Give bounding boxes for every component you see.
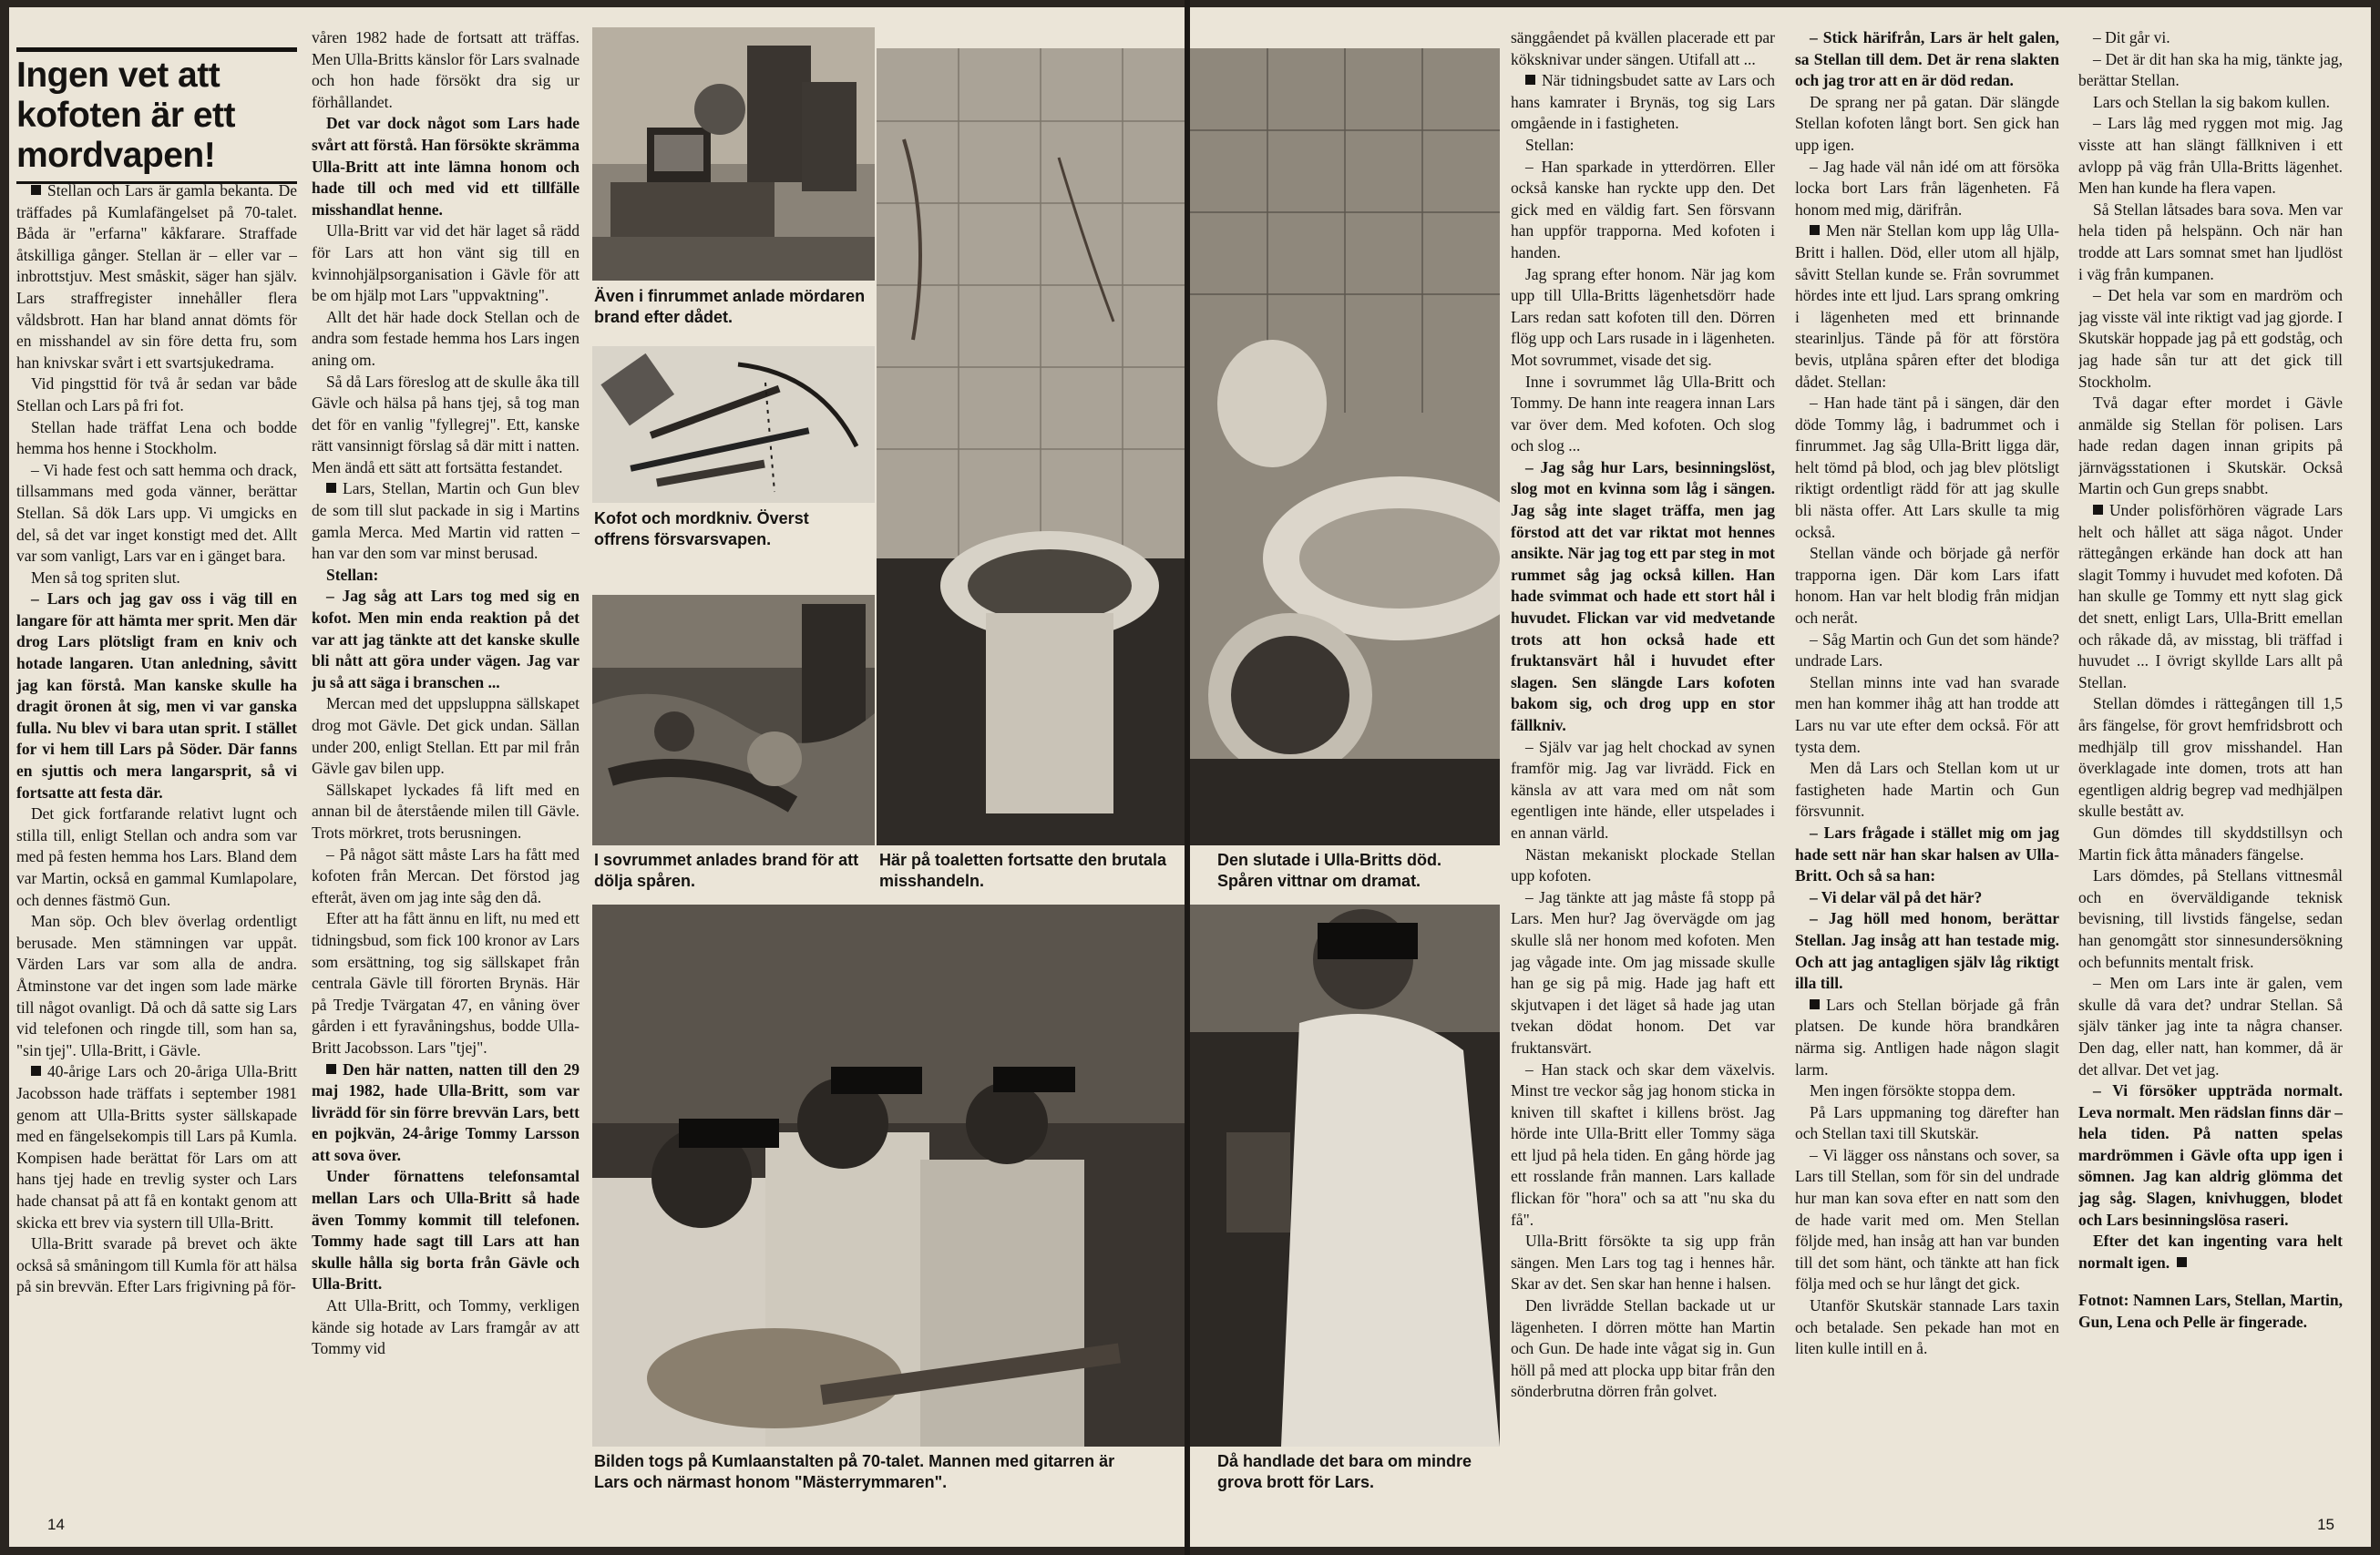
article-paragraph [1795, 672, 2059, 758]
bullet-square-icon [326, 483, 336, 493]
paragraph-text: Men då Lars och Stellan kom ut ur fastigheten hade Martin och Gun försvunnit. [1795, 759, 2059, 821]
article-paragraph [16, 803, 297, 911]
article-paragraph [16, 911, 297, 1061]
article-paragraph [1511, 372, 1775, 457]
article-paragraph [1511, 844, 1775, 887]
article-paragraph [16, 588, 297, 803]
paragraph-text: – Lars och jag gav oss i väg till en langare för att hämta mer sprit. Men där drog Lars plötsligt fram en kniv och hotade langaren. Utan anledning, såvitt jag kan förstå. Man kanske skulle ha dragit öronen åt sig, men vi var ganska fulla. Nu blev vi bara utan sprit. I stället for vi hem till Lars på Söder. Där fanns en sjuttis och mera langarsprit, så vi fortsatte att festa där. [16, 589, 297, 802]
paragraph-text: Stellan hade träffat Lena och bodde hemma hos henne i Stockholm. [16, 417, 297, 458]
paragraph-text: Efter att ha fått ännu en lift, nu med ett tidningsbud, som fick 100 kronor av Lars som ersättning, tog sig sällskapet från centrala Gävle till förorten Brynäs. Här på Tredje Tvärgatan 47, en våning över gården i ett fyravåningshus, bodde Ulla-Britt Jacobsson. Lars "tjej". [312, 909, 580, 1057]
article-paragraph [1795, 220, 2059, 393]
article-paragraph [312, 908, 580, 1059]
article-paragraph [1511, 27, 1775, 70]
article-paragraph [2078, 92, 2343, 114]
article-paragraph [1511, 1295, 1775, 1403]
photo-bedroom [592, 595, 875, 845]
bullet-square-icon [2093, 505, 2103, 515]
paragraph-text: Nästan mekaniskt plockade Stellan upp kofoten. [1511, 844, 1775, 885]
paragraph-text: – På något sätt måste Lars ha fått med kofoten från Mercan. Det förstod jag efteråt, även om jag inte såg den då. [312, 844, 580, 906]
article-paragraph [1795, 823, 2059, 887]
article-paragraph [312, 220, 580, 306]
article-paragraph [1511, 457, 1775, 737]
paragraph-text: Så då Lars föreslog att de skulle åka till Gävle och hälsa på hans tjej, så tog man det för en vanlig "fyllegrej". Ett, kanske rätt vansinnigt förslag så där mitt i natten. Men ändå ett sätt att fortsätta festandet. [312, 372, 580, 476]
paragraph-text: – Lars låg med ryggen mot mig. Jag visste att han slängt fällkniven i ett avlopp på väg från Ulla-Britts lägenhet. Men han kunde ha flera vapen. [2078, 114, 2343, 198]
paragraph-text: Men ingen försökte stoppa dem. [1810, 1081, 2016, 1100]
caption-group: Bilden togs på Kumlaanstalten på 70-talet. Mannen med gitarren är Lars och närmast honom "Mästerrymmaren". [594, 1452, 1115, 1491]
article-paragraph [16, 180, 297, 373]
paragraph-text: – Jag såg att Lars tog med sig en kofot. Men min enda reaktion på det var att jag tänkte att det kanske skulle bli nått att göra under vägen. Jag var ju så att säga i branschen ... [312, 587, 580, 691]
paragraph-text: Mercan med det uppsluppna sällskapet drog mot Gävle. Det gick undan. Sällan under 200, enligt Stellan. Ett par mil från Gävle gav bilen upp. [312, 694, 580, 778]
article-paragraph [312, 780, 580, 844]
article-paragraph [1795, 1080, 2059, 1102]
paragraph-text: Lars och Stellan la sig bakom kullen. [2093, 92, 2331, 111]
paragraph-text: Under polisförhören vägrade Lars helt och hållet att säga något. Under rättegången erkände han dock att han slagit Tommy i huvudet med kofoten. Då han skulle ge Tommy ett nytt slag gick det snett, enligt Lars, Ulla-Britt emellan och råkade då, av misstag, bli träffad i huvudet ... I övrigt skyllde Lars allt på Stellan. [2078, 501, 2343, 691]
paragraph-text: – Han stack och skar dem växelvis. Minst tre veckor såg jag honom sticka in kniven till skaftet i killens bröst. Jag hörde inte Ulla-Britt eller Tommy säga ett ljud på hela tiden. En gång hörde jag ett rosslande från mannen. Lars kallade flickan för "hora" och sa att "nu ska du få". [1511, 1059, 1775, 1229]
paragraph-text: – Men om Lars inte är galen, vem skulle då vara det? undrar Stellan. Så själv tänker jag inte ta några chanser. Den dag, eller natt, han kommer, då är det allvar. Det vet jag. [2078, 974, 2343, 1079]
paragraph-text: Stellan vände och började gå nerför trapporna igen. Där kom Lars ifatt honom. Han var helt blodig från midjan och neråt. [1795, 544, 2059, 628]
article-paragraph [16, 373, 297, 416]
caption-bathroom: Den slutade i Ulla-Britts död. Spåren vittnar om dramat. [1217, 851, 1442, 890]
article-paragraph [1795, 887, 2059, 909]
paragraph-text: Det var dock något som Lars hade svårt att förstå. Han försökte skrämma Ulla-Britt att inte lämna honom och hade till och med vid ett tillfälle misshandlat henne. [312, 114, 580, 219]
paragraph-text: Stellan dömdes i rättegången till 1,5 års fängelse, för grovt hemfridsbrott och medhjälp till grov misshandel. Han överklagade inte domen, trots att han egentligen aldrig begrep vad medhjälpen skulle bestått av. [2078, 694, 2343, 821]
paragraph-text: sänggåendet på kvällen placerade ett par köksknivar under sängen. Utifall att ... [1511, 28, 1775, 68]
article-paragraph [1795, 393, 2059, 543]
paragraph-text: Stellan minns inte vad han svarade men han kommer ihåg att han trodde att Lars nu var ute efter dem också. För att tysta dem. [1795, 672, 2059, 756]
article-paragraph [2078, 865, 2343, 973]
paragraph-text: Det gick fortfarande relativt lugnt och stilla till, enligt Stellan och andra som var med på festen hemma hos Lars. Bland dem var Martin, också en gammal Kumlapolare, och dennes fästmö Gun. [16, 804, 297, 909]
bullet-square-icon [31, 185, 41, 195]
article-paragraph [1511, 1231, 1775, 1295]
paragraph-text: – Jag tänkte att jag måste få stopp på Lars. Men hur? Jag övervägde om jag skulle slå ner honom med kofoten. Men jag vågade inte. Om jag missade skulle han ge sig på mig. Hade jag haft ett skjutvapen i det läget så hade jag utan tvekan dödat honom. Det var fruktansvärt. [1511, 887, 1775, 1057]
bullet-square-icon [326, 1064, 336, 1074]
article-paragraph [1795, 1295, 2059, 1360]
paragraph-text: Vid pingsttid för två år sedan var både Stellan och Lars på fri fot. [16, 374, 297, 414]
article-paragraph [2078, 693, 2343, 823]
paragraph-text: – Vi försöker uppträda normalt. Leva normalt. Men rädslan finns där – hela tiden. På natten spelas mardrömmen i Gävle ofta upp igen i sömnen. Jag kan aldrig glömma det jag såg. Slagen, knivhuggen, blodet och Lars besinningslösa raseri. [2078, 1081, 2343, 1229]
article-paragraph [2078, 199, 2343, 285]
paragraph-text: Att Ulla-Britt, och Tommy, verkligen kände sig hotade av Lars framgår av att Tommy vid [312, 1296, 580, 1358]
weapons-image [592, 346, 875, 503]
censor-bar [1318, 923, 1418, 959]
paragraph-text: Gun dömdes till skyddstillsyn och Martin fick åtta månaders fängelse. [2078, 823, 2343, 864]
right-page [1190, 7, 2371, 1547]
article-paragraph [1795, 1102, 2059, 1145]
caption-bedroom: I sovrummet anlades brand för att dölja spåren. [594, 851, 859, 890]
paragraph-text: Inne i sovrummet låg Ulla-Britt och Tommy. De hann inte reagera innan Lars var över dem. Med kofoten. Och slog och slog ... [1511, 372, 1775, 455]
group-image [592, 905, 1185, 1447]
column-1 [16, 180, 297, 1515]
article-paragraph [2078, 1231, 2343, 1274]
article-paragraph [1511, 737, 1775, 844]
man-image [1190, 905, 1500, 1447]
article-paragraph [312, 27, 580, 113]
paragraph-text: – Dit går vi. [2093, 28, 2170, 46]
paragraph-text: Så Stellan låtsades bara sova. Men var hela tiden på helspänn. Och när han trodde att Lars somnat smet han ljudlöst i väg från kumpanen. [2078, 199, 2343, 283]
article-paragraph [312, 478, 580, 564]
article-paragraph [2078, 823, 2343, 865]
paragraph-text: Ulla-Britt svarade på brevet och äkte också så småningom till Kumla för att hälsa på sin brevvän. Efter Lars frigivning på för- [16, 1234, 297, 1296]
article-paragraph [1511, 135, 1775, 157]
paragraph-text: På Lars uppmaning tog därefter han och Stellan taxi till Skutskär. [1795, 1102, 2059, 1143]
paragraph-text: – Vi lägger oss nånstans och sover, sa Lars till Stellan, som för sin del undrade hur man kan sova efter en natt som den de hade varit med om. Men Stellan följde med, han insåg att han var bunden till det som hänt, och tänkte att han fick följa med och se hur långt det gick. [1795, 1145, 2059, 1294]
article-paragraph [1511, 1059, 1775, 1232]
article-paragraph [1795, 27, 2059, 92]
paragraph-text: 40-årige Lars och 20-åriga Ulla-Britt Jacobsson hade träffats i september 1981 genom att Ulla-Britts syster sällskapade med en fängelsekompis till Lars på Kumla. Kompisen hade berättat för Lars om att hans tjej hade en trevlig syster och Lars hade chansat på att få en kontakt genom att skicka ett brev via systern till Ulla-Britt. [16, 1062, 297, 1232]
caption-toilet: Här på toaletten fortsatte den brutala misshandeln. [879, 851, 1167, 890]
article-paragraph [1795, 758, 2059, 823]
paragraph-text: Under förnattens telefonsamtal mellan Lars och Ulla-Britt så hade även Tommy kommit till telefonen. Tommy hade sagt till Lars att han skulle hålla sig borta från Gävle och Ulla-Britt. [312, 1167, 580, 1294]
article-paragraph [16, 460, 297, 568]
paragraph-text: Den livrädde Stellan backade ut ur lägenheten. I dörren mötte han Martin och Gun. De hade inte vågat sig in. Gun höll på med att plocka upp bitar från den sönderbrutna dörren från golvet. [1511, 1296, 1775, 1401]
paragraph-text: – Såg Martin och Gun det som hände? undrade Lars. [1795, 629, 2059, 670]
paragraph-text: – Det är dit han ska ha mig, tänkte jag, berättar Stellan. [2078, 49, 2343, 90]
paragraph-text: – Själv var jag helt chockad av synen framför mig. Jag var livrädd. Fick en känsla av att vara med om nåt som egentligen inte hände, eller utspelades i en annan värld. [1511, 737, 1775, 842]
censor-bar [679, 1119, 779, 1148]
column-4 [1795, 27, 2059, 1515]
article-paragraph [312, 307, 580, 372]
article-paragraph [16, 1061, 297, 1233]
censor-bar [831, 1067, 922, 1094]
paragraph-text: Utanför Skutskär stannade Lars taxin och betalade. Sen pekade han mot en liten kulle intill en å. [1795, 1296, 2059, 1358]
paragraph-text: De sprang ner på gatan. Där slängde Stellan kofoten långt bort. Sen gick han upp igen. [1795, 92, 2059, 154]
caption-living-room: Även i finrummet anlade mördaren brand efter dådet. [594, 287, 866, 326]
article-paragraph [1795, 92, 2059, 157]
photo-group [592, 905, 1185, 1447]
photo-weapons [592, 346, 875, 503]
article-paragraph [312, 1295, 580, 1360]
photo-bathroom [1190, 48, 1500, 845]
end-mark-icon [2177, 1257, 2187, 1267]
paragraph-text: – Jag såg hur Lars, besinningslöst, slog mot en kvinna som låg i sängen. Jag såg inte slaget träffa, men jag förstod att det var riktat mot hennes ansikte. När jag tog ett par steg in mot rummet såg jag också killen. Han hade svimmat och hade ett stort hål i huvudet. Flickan var vid medvetande trots att hon också hade ett fruktansvärt hål i huvudet efter slagen. Sen slängde Lars kofoten bakom sig, och drog upp en stor fällkniv. [1511, 457, 1775, 734]
page-number-right: 15 [2317, 1516, 2334, 1533]
article-paragraph [1795, 1145, 2059, 1295]
paragraph-text: – Han hade tänt på i sängen, där den döde Tommy låg, i badrummet och i finrummet. Jag såg Ulla-Britt ligga där, helt tömd på blod, och jag blev plötsligt riktigt ordentligt rädd för att jag skulle bli nästa offer. Att Lars skulle ta mig också. [1795, 394, 2059, 541]
paragraph-text: – Vi hade fest och satt hemma och drack, tillsammans med goda vänner, berättar Stellan. Så dök Lars upp. Vi umgicks en del, så det var inget konstigt med det. Allt var som vanligt, Lars var en i gänget bara. [16, 460, 297, 566]
bullet-square-icon [1810, 225, 1820, 235]
paragraph-text: Fotnot: Namnen Lars, Stellan, Martin, Gun, Lena och Pelle är fingerade. [2078, 1291, 2343, 1332]
paragraph-text: Man söp. Och blev överlag ordentligt berusade. Men stämningen var uppåt. Värden Lars var som alla de andra. Åtminstone var det ingen som lade märke till något ovanligt. Då och då satte sig Lars vid telefonen och ringde till, som han sa, "sin tjej". Ulla-Britt, i Gävle. [16, 912, 297, 1059]
article-paragraph [1795, 908, 2059, 994]
article-paragraph [2078, 973, 2343, 1080]
article-paragraph [2078, 49, 2343, 92]
paragraph-text: Men så tog spriten slut. [31, 568, 180, 587]
article-paragraph [1511, 887, 1775, 1059]
paragraph-text: Stellan: [1525, 135, 1575, 154]
paragraph-text: Ulla-Britt var vid det här laget så rädd för Lars att hon vänt sig till en kvinnohjälpsorganisation i Gävle för att be om hjälp mot Lars "uppvaktning". [312, 221, 580, 305]
bullet-square-icon [31, 1066, 41, 1076]
bathroom-image [1190, 48, 1500, 845]
article-paragraph [1795, 543, 2059, 629]
article-paragraph [2078, 27, 2343, 49]
article-paragraph [312, 565, 580, 587]
paragraph-text: – Han sparkade in ytterdörren. Eller också kanske han ryckte upp den. Det gick med en väldig fart. Sen försvann han uppför trapporna. Med kofoten i handen. [1511, 157, 1775, 261]
paragraph-text: Efter det kan ingenting vara helt normalt igen. [2078, 1232, 2343, 1272]
article-paragraph [1511, 264, 1775, 372]
bedroom-image [592, 595, 875, 845]
paragraph-text: – Jag hade väl nån idé om att försöka locka bort Lars från lägenheten. Få honom med mig, därifrån. [1795, 157, 2059, 219]
column-3 [1511, 27, 1775, 1515]
paragraph-text: Två dagar efter mordet i Gävle anmälde sig Stellan för polisen. Lars hade redan dagen innan gripits på järnvägsstationen i Skutskär. Också Martin och Gun greps snabbt. [2078, 394, 2343, 498]
paragraph-text: Ulla-Britt försökte ta sig upp från sängen. Men Lars tog tag i hennes hår. Skar av det. Sen skar han henne i halsen. [1511, 1232, 1775, 1294]
article-paragraph [2078, 113, 2343, 199]
bullet-square-icon [1525, 75, 1535, 85]
paragraph-text: – Jag höll med honom, berättar Stellan. Jag insåg att han testade mig. Och att jag antagligen själv låg riktigt illa till. [1795, 909, 2059, 993]
living-room-image [592, 27, 875, 281]
paragraph-text: Stellan och Lars är gamla bekanta. De träffades på Kumlafängelset på 70-talet. Båda är "erfarna" kåkfarare. Straffade åtskilliga gånger. Stellan är – eller var – inbrottstjuv. Mest småskit, säger han själv. Lars straffregister innehåller flera våldsbrott. Han har bland annat dömts för en misshandel av sin före detta fru, som han knivskar svårt i ett svartsjukedrama. [16, 181, 297, 372]
article-paragraph [2078, 285, 2343, 393]
article-paragraph [2078, 393, 2343, 500]
article-paragraph [1511, 70, 1775, 135]
article-paragraph [2078, 1080, 2343, 1231]
caption-man: Då handlade det bara om mindre grova brott för Lars. [1217, 1452, 1472, 1491]
page-number-left: 14 [47, 1516, 65, 1533]
article-paragraph [1795, 629, 2059, 672]
censor-bar [993, 1067, 1075, 1092]
article-paragraph [312, 372, 580, 479]
paragraph-text: Lars, Stellan, Martin och Gun blev de som till slut packade in sig i Martins gamla Merca. Med Martin vid ratten – han var den som var minst berusad. [312, 479, 580, 563]
article-paragraph [312, 586, 580, 693]
article-paragraph [1795, 157, 2059, 221]
photo-toilet [877, 48, 1185, 845]
paragraph-text: När tidningsbudet satte av Lars och hans kamrater i Brynäs, tog sig Lars omgående in i fastigheten. [1511, 71, 1775, 133]
article-paragraph [16, 417, 297, 460]
article-paragraph [312, 693, 580, 779]
paragraph-text: Sällskapet lyckades få lift med en annan bil de återstående milen till Gävle. Trots mörkret, trots berusningen. [312, 780, 580, 842]
paragraph-text: Lars dömdes, på Stellans vittnesmål och en överväldigande teknisk bevisning, till livstids fängelse, sedan han genomgått stor sinnesundersökning och befunnits mentalt frisk. [2078, 866, 2343, 971]
article-paragraph [2078, 500, 2343, 693]
paragraph-text: – Vi delar väl på det här? [1810, 887, 1983, 906]
headline: Ingen vet att kofoten är ett mordvapen! [16, 56, 236, 175]
paragraph-text: Men när Stellan kom upp låg Ulla-Britt i hallen. Död, eller utom all hjälp, såvitt Stellan kunde se. Från sovrummet hördes inte ett ljud. Lars sprang omkring i lägenheten med ett brinnande stearinljus. Tände på för att förstöra bevis, utplåna spåren efter det blodiga dådet. Stellan: [1795, 221, 2059, 391]
photo-man [1190, 905, 1500, 1447]
left-page [9, 7, 1185, 1547]
paragraph-text: våren 1982 hade de fortsatt att träffas. Men Ulla-Britts känslor för Lars svalnade och hon hade försökt dra sig ur förhållandet. [312, 28, 580, 111]
bullet-square-icon [1810, 999, 1820, 1009]
paragraph-text: Lars och Stellan började gå från platsen. De kunde höra brandkåren närma sig. Antligen hade någon slagit larm. [1795, 995, 2059, 1079]
paragraph-text: Stellan: [326, 565, 379, 584]
paragraph-text: – Stick härifrån, Lars är helt galen, sa Stellan till dem. Det är rena slakten och jag tror att en är död redan. [1795, 28, 2059, 90]
photo-living-room [592, 27, 875, 281]
article-paragraph [1795, 995, 2059, 1080]
article-paragraph [16, 568, 297, 589]
paragraph-text: – Lars frågade i stället mig om jag hade sett när han skar halsen av Ulla-Britt. Och så sa han: [1795, 823, 2059, 885]
article-paragraph [312, 113, 580, 220]
headline-box [16, 47, 297, 184]
caption-weapons: Kofot och mordkniv. Överst offrens försvarsvapen. [594, 509, 809, 548]
article-paragraph [1511, 157, 1775, 264]
paragraph-text: Den här natten, natten till den 29 maj 1982, hade Ulla-Britt, som var livrädd för sin förre brevvän Lars, bett en pojkvän, 24-årige Tommy Larsson att sova över. [312, 1059, 580, 1164]
toilet-image [877, 48, 1185, 845]
paragraph-text: – Det hela var som en mardröm och jag visste väl inte riktigt vad jag gjorde. I Skutskär hoppade jag på ett godståg, och jag hade sån tur att det gick till Stockholm. [2078, 286, 2343, 391]
paragraph-text: Jag sprang efter honom. När jag kom upp till Ulla-Britts lägenhetsdörr hade Lars redan satt kofoten till den. Dörren flög upp och Lars rusade in i lägenheten. Mot sovrummet, visade det sig. [1511, 264, 1775, 369]
article-paragraph [312, 844, 580, 909]
paragraph-text: Allt det här hade dock Stellan och de andra som festade hemma hos Lars ingen aning om. [312, 307, 580, 369]
article-paragraph [16, 1233, 297, 1298]
article-paragraph [2078, 1290, 2343, 1333]
article-paragraph [312, 1059, 580, 1167]
column-2 [312, 27, 580, 1515]
article-paragraph [312, 1166, 580, 1295]
column-5 [2078, 27, 2343, 1515]
